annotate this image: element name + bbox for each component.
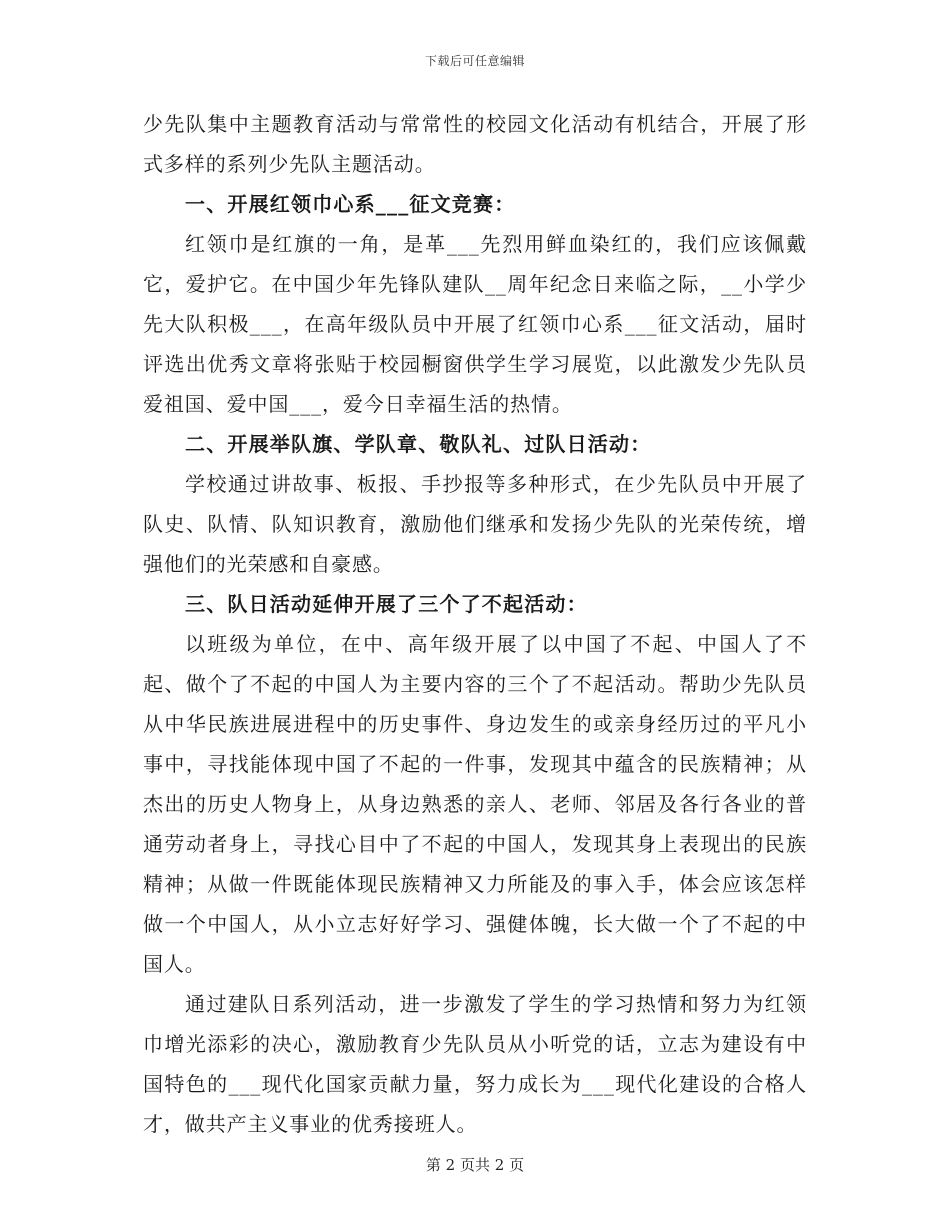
section-heading-2: 二、开展举队旗、学队章、敬队礼、过队日活动： bbox=[185, 432, 652, 456]
intro-paragraph: 少先队集中主题教育活动与常常性的校园文化活动有机结合，开展了形式多样的系列少先队主题活动。 bbox=[143, 112, 807, 176]
closing-paragraph: 通过建队日系列活动，进一步激发了学生的学习热情和努力为红领巾增光添彩的决心，激励教育少先队员从小听党的话，立志为建设有中国特色的___现代化国家贡献力量，努力成长为___现代化建设的合格人才，做共产主义事业的优秀接班人。 bbox=[143, 992, 807, 1136]
page-footer: 第 2 页共 2 页 bbox=[425, 1156, 525, 1174]
document-body bbox=[143, 104, 807, 1144]
section-paragraph-3: 以班级为单位，在中、高年级开展了以中国了不起、中国人了不起、做个了不起的中国人为主要内容的三个了不起活动。帮助少先队员从中华民族进展进程中的历史事件、身边发生的或亲身经历过的平凡小事中，寻找能体现中国了不起的一件事，发现其中蕴含的民族精神；从杰出的历史人物身上，从身边熟悉的亲人、老师、邻居及各行各业的普通劳动者身上，寻找心目中了不起的中国人，发现其身上表现出的民族精神；从做一件既能体现民族精神又力所能及的事入手，体会应该怎样做一个中国人，从小立志好好学习、强健体魄，长大做一个了不起的中国人。 bbox=[143, 632, 807, 976]
section-heading-1: 一、开展红领巾心系___征文竞赛： bbox=[185, 192, 516, 216]
page-header: 下载后可任意编辑 bbox=[424, 54, 525, 68]
section-paragraph-2: 学校通过讲故事、板报、手抄报等多种形式，在少先队员中开展了队史、队情、队知识教育，激励他们继承和发扬少先队的光荣传统，增强他们的光荣感和自豪感。 bbox=[143, 472, 807, 576]
section-paragraph-1: 红领巾是红旗的一角，是革___先烈用鲜血染红的，我们应该佩戴它，爱护它。在中国少年先锋队建队__周年纪念日来临之际，__小学少先大队积极___，在高年级队员中开展了红领巾心系___征文活动，届时评选出优秀文章将张贴于校园橱窗供学生学习展览，以此激发少先队员爱祖国、爱中国___，爱今日幸福生活的热情。 bbox=[143, 232, 807, 416]
section-heading-3: 三、队日活动延伸开展了三个了不起活动： bbox=[185, 592, 588, 616]
